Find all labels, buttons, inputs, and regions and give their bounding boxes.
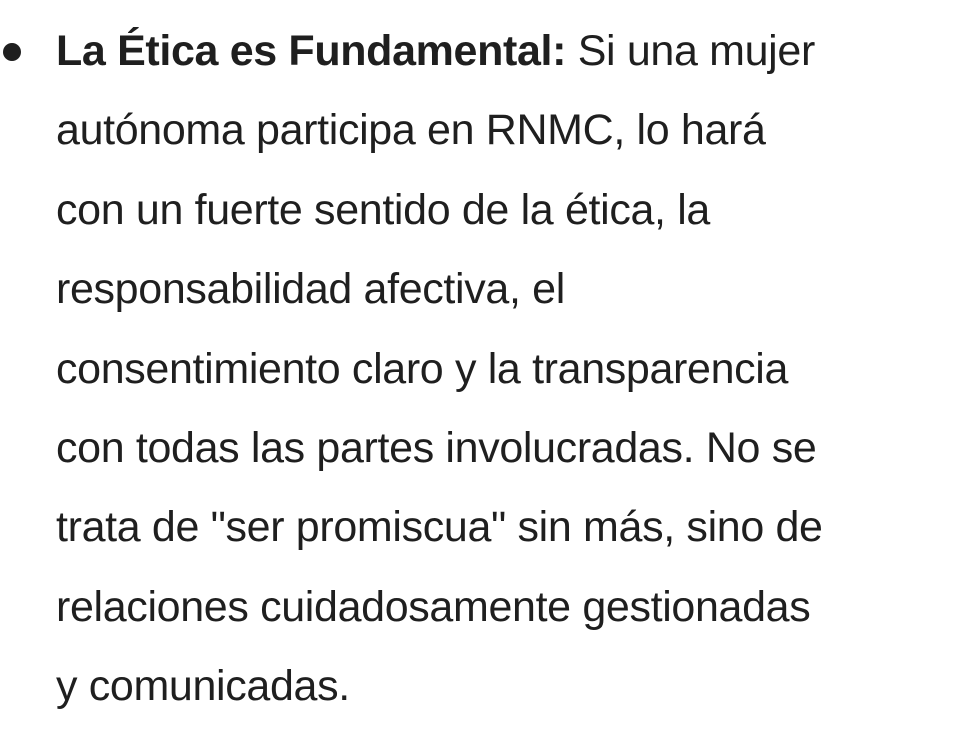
bullet-icon bbox=[3, 43, 21, 61]
text-line bbox=[56, 12, 951, 91]
text-line: responsabilidad afectiva, el bbox=[56, 265, 565, 314]
text-line: relaciones cuidadosamente gestionadas bbox=[56, 582, 811, 631]
list-item-text-start: Si una mujer bbox=[566, 27, 815, 75]
text-line: con un fuerte sentido de la ética, la bbox=[56, 185, 710, 234]
list-item-term: La Ética es Fundamental: bbox=[56, 27, 567, 75]
list-item-text bbox=[56, 12, 951, 727]
text-line: autónoma participa en RNMC, lo hará bbox=[56, 106, 766, 155]
text-line: consentimiento claro y la transparencia bbox=[56, 344, 789, 393]
text-line: con todas las partes involucradas. No se bbox=[56, 424, 817, 473]
text-line: y comunicadas. bbox=[56, 662, 350, 711]
text-line: trata de "ser promiscua" sin más, sino de bbox=[56, 503, 823, 552]
